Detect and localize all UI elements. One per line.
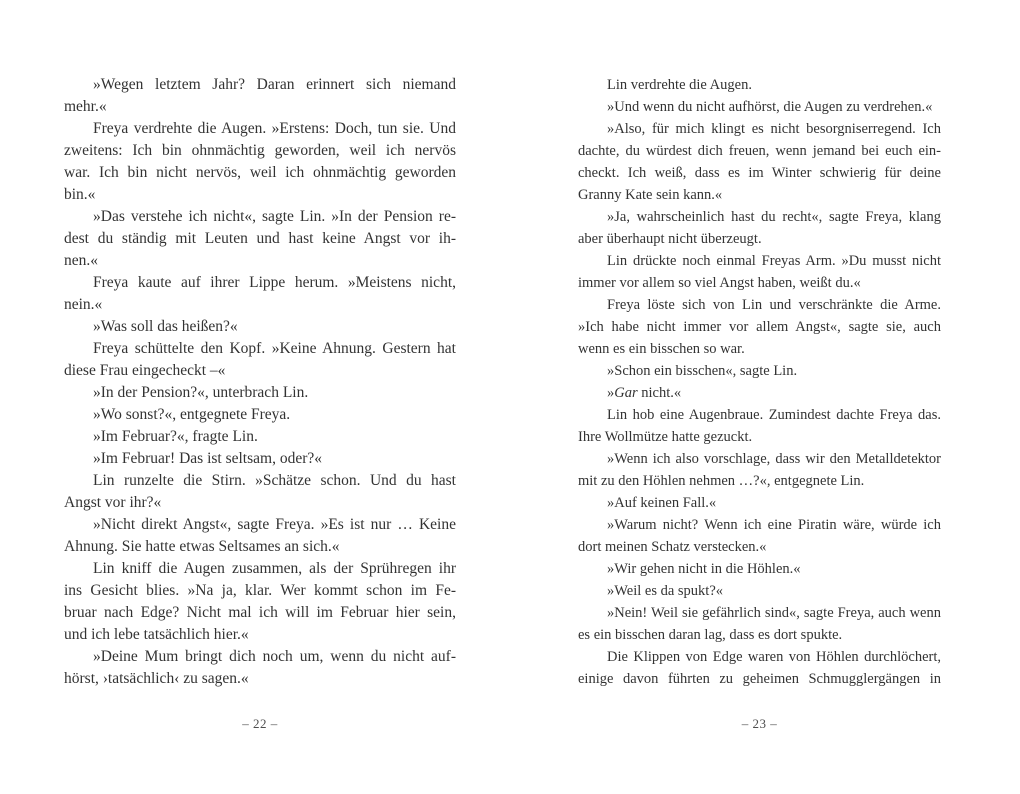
text-block [578, 74, 941, 690]
text-line: Ihre Wollmütze hatte gezuckt. [578, 429, 753, 445]
text-line: immer vor allem so viel Angst haben, weißt du.« [578, 275, 861, 291]
text-line: »Und wenn du nicht aufhörst, die Augen zu verdrehen.« [607, 99, 933, 115]
text-line: »In der Pension?«, unterbrach Lin. [93, 384, 309, 401]
text-line: »Deine Mum bringt dich noch um, wenn du nicht auf- [93, 648, 456, 665]
text-line: »Das verstehe ich nicht«, sagte Lin. »In der Pension re- [93, 208, 456, 225]
text-line: »Auf keinen Fall.« [607, 495, 717, 511]
text-line: Freya schüttelte den Kopf. »Keine Ahnung. Gestern hat [93, 340, 456, 357]
text-line: nen.« [64, 252, 99, 269]
text-line: »Ich habe nicht immer vor allem Angst«, sagte sie, auch [578, 319, 941, 335]
text-line: wenn es ein bisschen so war. [578, 341, 745, 357]
text-line: checkt. Ich weiß, dass es im Winter schwierig für deine [578, 165, 941, 181]
text-line: dest du ständig mit Leuten und hast keine Angst vor ih- [64, 230, 456, 247]
text-line: ins Gesicht blies. »Na ja, klar. Wer kommt schon im Fe- [64, 582, 456, 599]
text-line: »Gar nicht.« [607, 385, 682, 401]
text-line: hörst, ›tatsächlich‹ zu sagen.« [64, 670, 249, 687]
text-line: »Weil es da spukt?« [607, 583, 724, 599]
text-line: »Im Februar! Das ist seltsam, oder?« [93, 450, 322, 467]
text-line: mehr.« [64, 98, 107, 115]
text-line: Granny Kate sein kann.« [578, 187, 723, 203]
text-line: nein.« [64, 296, 103, 313]
text-line: Die Klippen von Edge waren von Höhlen durchlöchert, [607, 649, 941, 665]
text-line: Lin hob eine Augenbraue. Zumindest dachte Freya das. [607, 407, 941, 423]
text-line: Lin kniff die Augen zusammen, als der Sprühregen ihr [93, 560, 456, 577]
text-line: Lin verdrehte die Augen. [607, 77, 752, 93]
text-line: aber überhaupt nicht überzeugt. [578, 231, 762, 247]
text-line: dort meinen Schatz verstecken.« [578, 539, 767, 555]
text-line: war. Ich bin nicht nervös, weil ich ohnmächtig geworden [64, 164, 456, 181]
text-line: »Nein! Weil sie gefährlich sind«, sagte Freya, auch wenn [607, 605, 941, 621]
text-line: mit zu den Höhlen nehmen …?«, entgegnete Lin. [578, 473, 865, 489]
text-line: »Warum nicht? Wenn ich eine Piratin wäre, würde ich [607, 517, 941, 533]
text-line: bin.« [64, 186, 96, 203]
text-line: »Was soll das heißen?« [93, 318, 238, 335]
text-line: und ich lebe tatsächlich hier.« [64, 626, 249, 643]
text-line: zweitens: Ich bin ohnmächtig geworden, weil ich nervös [64, 142, 456, 159]
text-line: bruar nach Edge? Nicht mal ich will im Februar hier sein, [64, 604, 456, 621]
text-line: »Wenn ich also vorschlage, dass wir den Metalldetektor [607, 451, 941, 467]
text-line: »Ja, wahrscheinlich hast du recht«, sagte Freya, klang [607, 209, 941, 225]
text-line: »Schon ein bisschen«, sagte Lin. [607, 363, 798, 379]
text-line: »Wir gehen nicht in die Höhlen.« [607, 561, 801, 577]
text-line: »Wegen letztem Jahr? Daran erinnert sich niemand [93, 76, 456, 93]
text-line: es ein bisschen daran lag, dass es dort spukte. [578, 627, 843, 643]
text-line: Angst vor ihr?« [64, 494, 162, 511]
text-line: Freya löste sich von Lin und verschränkte die Arme. [607, 297, 941, 313]
text-line: Lin drückte noch einmal Freyas Arm. »Du musst nicht [607, 253, 941, 269]
page-number: – 22 – [242, 716, 278, 731]
text-line: dachte, du würdest dich freuen, wenn jemand bei euch ein- [578, 143, 941, 159]
text-line: »Im Februar?«, fragte Lin. [93, 428, 258, 445]
text-line: »Nicht direkt Angst«, sagte Freya. »Es ist nur … Keine [93, 516, 456, 533]
page-number: – 23 – [741, 716, 778, 731]
text-line: Lin runzelte die Stirn. »Schätze schon. Und du hast [93, 472, 456, 489]
text-line: Freya verdrehte die Augen. »Erstens: Doch, tun sie. Und [93, 120, 456, 137]
text-line: »Also, für mich klingt es nicht besorgniserregend. Ich [607, 121, 941, 137]
text-line: einige davon führten zu geheimen Schmugglergängen in [578, 671, 941, 687]
text-line: diese Frau eingecheckt –« [64, 362, 226, 379]
text-block [64, 74, 456, 690]
text-line: Freya kaute auf ihrer Lippe herum. »Meistens nicht, [93, 274, 456, 291]
text-line: Ahnung. Sie hatte etwas Seltsames an sich.« [64, 538, 340, 555]
text-line: »Wo sonst?«, entgegnete Freya. [93, 406, 291, 423]
